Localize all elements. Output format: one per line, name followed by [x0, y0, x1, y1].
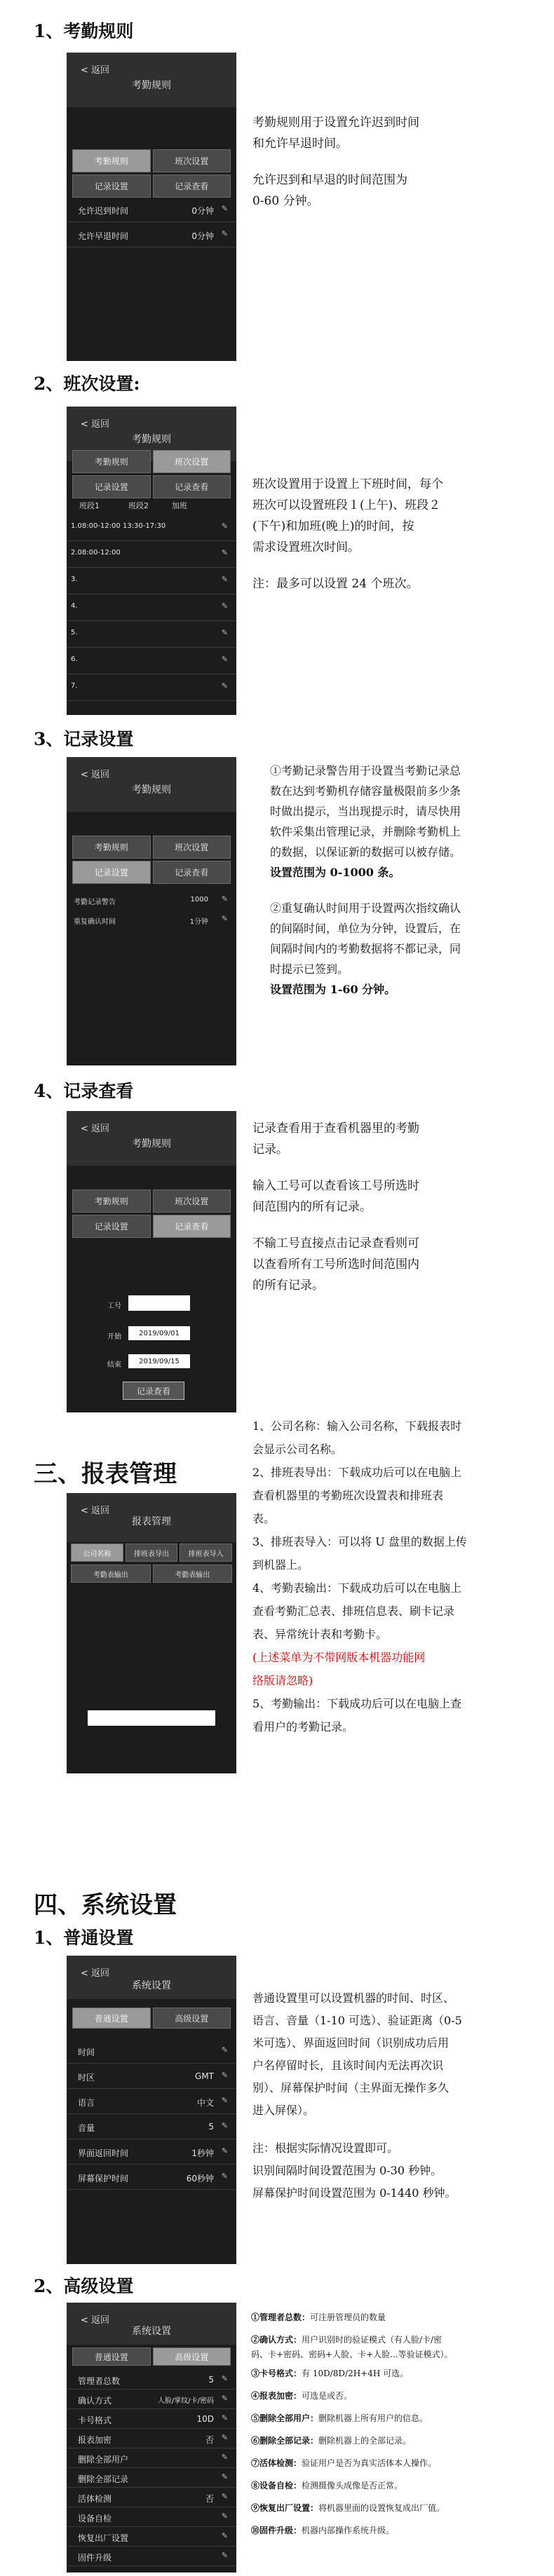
description: 普通设置里可以设置机器的时间、时区、 语言、音量（1-10 可选）、验证距离（0-5 米可选）、界面返回时间（识别成功后用 户名停留时长，且该时间内无法再次识 别）、屏幕保护时间（主界面无操作多久 进入屏保）。 注：根据实际情况设置即可。 识别间隔时间设置范围为 0-30 秒钟。 屏幕保护时间设置范围为 0-1440 秒钟。 [252, 1991, 462, 2200]
end-date-input[interactable]: 2019/09/15 [128, 1354, 190, 1368]
description: 班次设置用于设置上下班时间，每个 班次可以设置班段１(上午)、班段２ (下午)和加班(晚上)的时间，按 需求设置班次时间。 注：最多可以设置 24 个班次。 [252, 477, 443, 591]
tab-schedule-export[interactable]: 排班表导出 [126, 1543, 178, 1562]
tab-record-view[interactable]: 记录查看 [153, 475, 231, 498]
tab-record-settings[interactable]: 记录设置 [72, 175, 151, 198]
edit-icon: ✎ [221, 894, 228, 904]
edit-icon: ✎ [221, 2472, 228, 2481]
shift-row[interactable]: 3. ✎ [67, 568, 236, 594]
edit-icon: ✎ [221, 204, 228, 213]
end-date-label: 结束 [107, 1361, 121, 1369]
back-button[interactable]: < 返回 [81, 419, 110, 430]
setting-row[interactable]: 恢复出厂设置 ✎ [67, 2527, 236, 2547]
setting-row[interactable]: 确认方式 人脸/掌纹/卡/密码 ✎ [67, 2390, 236, 2409]
phone-screen [67, 1956, 236, 2264]
edit-icon: ✎ [221, 2172, 228, 2181]
employee-id-label: 工号 [107, 1302, 121, 1310]
screen-title: 系统设置 [132, 2326, 171, 2337]
description: 考勤规则用于设置允许迟到时间 和允许早退时间。 允许迟到和早退的时间范围为 0-60 分钟。 [252, 116, 419, 208]
edit-icon: ✎ [221, 2394, 228, 2403]
back-button[interactable]: < 返回 [81, 1124, 110, 1134]
setting-row[interactable]: 报表加密 否 ✎ [67, 2429, 236, 2448]
section-heading: 2、班次设置: [34, 374, 140, 394]
edit-icon: ✎ [221, 681, 228, 690]
phone-screen [67, 2303, 236, 2572]
back-button[interactable]: < 返回 [81, 770, 110, 780]
edit-icon: ✎ [221, 2045, 228, 2054]
tab-general-settings[interactable]: 普通设置 [72, 2008, 151, 2029]
phone-screen [67, 1111, 236, 1412]
tab-attendance-output[interactable]: 考勤表输出 [71, 1565, 151, 1583]
setting-row[interactable]: 固件升级 ✎ [67, 2547, 236, 2566]
edit-icon: ✎ [221, 914, 228, 923]
shift-row[interactable]: 1.08:00-12:00 13:30-17:30 ✎ [67, 514, 236, 541]
tab-record-view[interactable]: 记录查看 [153, 175, 231, 198]
screen-title: 考勤规则 [132, 784, 171, 796]
setting-row[interactable]: 屏幕保护时间 60秒钟 ✎ [67, 2165, 236, 2190]
section-heading: 4、记录查看 [34, 1081, 134, 1101]
back-button[interactable]: < 返回 [81, 1506, 110, 1516]
shift-row[interactable]: 5. ✎ [67, 621, 236, 648]
tab-record-settings[interactable]: 记录设置 [72, 1215, 151, 1238]
start-date-input[interactable]: 2019/09/01 [128, 1326, 190, 1340]
setting-row[interactable]: 语言 中文 ✎ [67, 2089, 236, 2114]
edit-icon: ✎ [221, 2512, 228, 2521]
tab-record-view[interactable]: 记录查看 [153, 861, 231, 884]
edit-icon: ✎ [221, 548, 228, 557]
shift-row[interactable]: 2.08:00-12:00 ✎ [67, 541, 236, 568]
edit-icon: ✎ [221, 601, 228, 611]
setting-row[interactable]: 重复确认时间 1分钟 ✎ [74, 914, 228, 926]
tab-schedule-import[interactable]: 排班表导入 [180, 1543, 232, 1562]
setting-row[interactable]: 活体检测 否 ✎ [67, 2488, 236, 2507]
setting-row[interactable]: 时区 GMT ✎ [67, 2064, 236, 2089]
start-date-label: 开始 [107, 1333, 121, 1341]
tab-attendance-rules[interactable]: 考勤规则 [72, 1190, 151, 1213]
tab-attendance-rules[interactable]: 考勤规则 [72, 149, 151, 172]
tab-attendance-rules[interactable]: 考勤规则 [72, 450, 151, 473]
screen-title: 系统设置 [132, 1980, 171, 1991]
edit-icon: ✎ [221, 2374, 228, 2383]
description: ①考勤记录警告用于设置当考勤记录总 数在达到考勤机存储容量极限前多少条 时做出提示，当出现提示时，请尽快用 软件采集出管理记录，并删除考勤机上 的数据，以保证新的数据可以被存储。 设置范围为 0-1000 条。 ②重复确认时间用于设置两次指纹确认 的间隔时间，单位为分钟，设置后，在 间隔时间内的考勤数据将不都记录，同 时提示已签到。 设置范围为 1-60 分钟。 [270, 764, 461, 996]
tab-record-settings[interactable]: 记录设置 [72, 475, 151, 498]
setting-row[interactable]: 删除全部用户 ✎ [67, 2448, 236, 2468]
tab-general-settings[interactable]: 普通设置 [72, 2347, 151, 2366]
employee-id-input[interactable] [128, 1295, 190, 1311]
edit-icon: ✎ [221, 522, 228, 531]
shift-row[interactable]: 7. ✎ [67, 674, 236, 701]
note-red: (上述菜单为不带网版本机器功能网 [252, 1651, 426, 1664]
edit-icon: ✎ [221, 575, 228, 584]
chapter-heading: 四、系统设置 [34, 1891, 177, 1919]
description: 1、公司名称：输入公司名称，下载报表时 会显示公司名称。 2、排班表导出：下载成功后可以在电脑上 查看机器里的考勤班次设置表和排班表 表。 3、排班表导入：可以将 U 盘里的数据上传 到机器上。 4、考勤表输出：下载成功后可以在电脑上 查看考勤汇总表、排班信息表、刷卡记录 表、异常统计表和考勤卡。 (上述菜单为不带网版本机器功能网 络版请忽略) 5、考勤输出：下载成功后可以在电脑上查 看用户的考勤记录。 [252, 1415, 547, 1738]
setting-row[interactable]: 考勤记录警告 1000 ✎ [74, 894, 228, 906]
section-heading: 1、考勤规则 [34, 21, 134, 41]
section-heading: 3、记录设置 [34, 729, 134, 749]
subtab-overtime[interactable]: 加班 [172, 501, 187, 510]
edit-icon: ✎ [221, 2453, 228, 2462]
company-name-input[interactable] [88, 1710, 215, 1726]
back-button[interactable]: < 返回 [81, 2315, 110, 2326]
back-button[interactable]: < 返回 [81, 1968, 110, 1979]
section-heading: 1、普通设置 [34, 1928, 134, 1948]
screen-title: 考勤规则 [132, 1138, 171, 1150]
edit-icon: ✎ [221, 2492, 228, 2501]
shift-row[interactable]: 4. ✎ [67, 594, 236, 621]
phone-screen [67, 407, 236, 715]
tab-attendance-rules[interactable]: 考勤规则 [72, 836, 151, 859]
setting-row[interactable]: 音量 5 ✎ [67, 2114, 236, 2139]
description: 记录查看用于查看机器里的考勤 记录。 输入工号可以查看该工号所选时 间范围内的所有记录。 不输工号直接点击记录查看则可 以查看所有工号所选时间范围内 的所有记录。 [252, 1122, 419, 1293]
record-query-button[interactable]: 记录查看 [123, 1382, 184, 1400]
phone-screen [67, 757, 236, 1065]
edit-icon: ✎ [221, 2551, 228, 2560]
subtab-segment-1[interactable]: 班段1 [79, 501, 100, 510]
edit-icon: ✎ [221, 2433, 228, 2442]
tab-advanced-settings[interactable]: 高级设置 [153, 2008, 231, 2029]
tab-shift-settings[interactable]: 班次设置 [153, 836, 231, 859]
tab-company-name[interactable]: 公司名称 [71, 1543, 123, 1562]
phone-screen [67, 53, 236, 361]
edit-icon: ✎ [221, 628, 228, 637]
edit-icon: ✎ [221, 2096, 228, 2105]
chapter-heading: 三、报表管理 [34, 1460, 177, 1488]
edit-icon: ✎ [221, 2071, 228, 2080]
subtab-segment-2[interactable]: 班段2 [128, 501, 149, 510]
description: ①管理者总数：可注册管理员的数量 ②确认方式：用户识别时的验证模式（有人脸/卡/密 码、卡+密码、密码+人脸、卡+人脸...等验证模式）。 ③卡号格式：有 10D/8D/2H+4H 可选。 ④报表加密：可选是或否。 ⑤删除全部用户：删除机器上所有用户的信息。 ⑥删除全部记录：删除机器上的全部记录。 ⑦活体检测：验证用户是否为真实活体本人操作。 ⑧设备自检：检测摄像头成像是否正常。 ⑨恢复出厂设置：将机器里面的设置恢复成出厂值。 ⑩固件升级：机器内部操作系统升级。 [251, 2312, 453, 2535]
back-button[interactable]: < 返回 [81, 65, 110, 76]
screen-title: 考勤规则 [132, 434, 171, 445]
screen-title: 报表管理 [132, 1516, 171, 1527]
edit-icon: ✎ [221, 2413, 228, 2422]
tab-shift-settings[interactable]: 班次设置 [153, 450, 231, 473]
edit-icon: ✎ [221, 2531, 228, 2540]
setting-row[interactable]: 管理者总数 5 ✎ [67, 2370, 236, 2390]
screen-title: 考勤规则 [132, 80, 171, 91]
setting-row[interactable]: 时间 ✎ [67, 2038, 236, 2064]
setting-row[interactable]: 设备自检 ✎ [67, 2507, 236, 2527]
shift-row[interactable]: 6. ✎ [67, 648, 236, 674]
setting-row[interactable]: 允许早退时间 0分钟 ✎ [67, 222, 236, 247]
tab-advanced-settings[interactable]: 高级设置 [153, 2347, 231, 2366]
setting-row[interactable]: 界面返回时间 1秒钟 ✎ [67, 2139, 236, 2165]
phone-screen [67, 1493, 236, 1773]
tab-shift-settings[interactable]: 班次设置 [153, 1190, 231, 1213]
setting-row[interactable]: 删除全部记录 ✎ [67, 2468, 236, 2488]
setting-row[interactable]: 卡号格式 10D ✎ [67, 2409, 236, 2429]
edit-icon: ✎ [221, 2146, 228, 2155]
tab-record-view[interactable]: 记录查看 [153, 1215, 231, 1238]
edit-icon: ✎ [221, 229, 228, 238]
tab-record-settings[interactable]: 记录设置 [72, 861, 151, 884]
edit-icon: ✎ [221, 655, 228, 664]
tab-attendance-output-2[interactable]: 考勤表输出 [153, 1565, 233, 1583]
section-heading: 2、高级设置 [34, 2276, 134, 2296]
setting-row[interactable]: 允许迟到时间 0分钟 ✎ [67, 197, 236, 222]
tab-shift-settings[interactable]: 班次设置 [153, 149, 231, 172]
edit-icon: ✎ [221, 2121, 228, 2130]
